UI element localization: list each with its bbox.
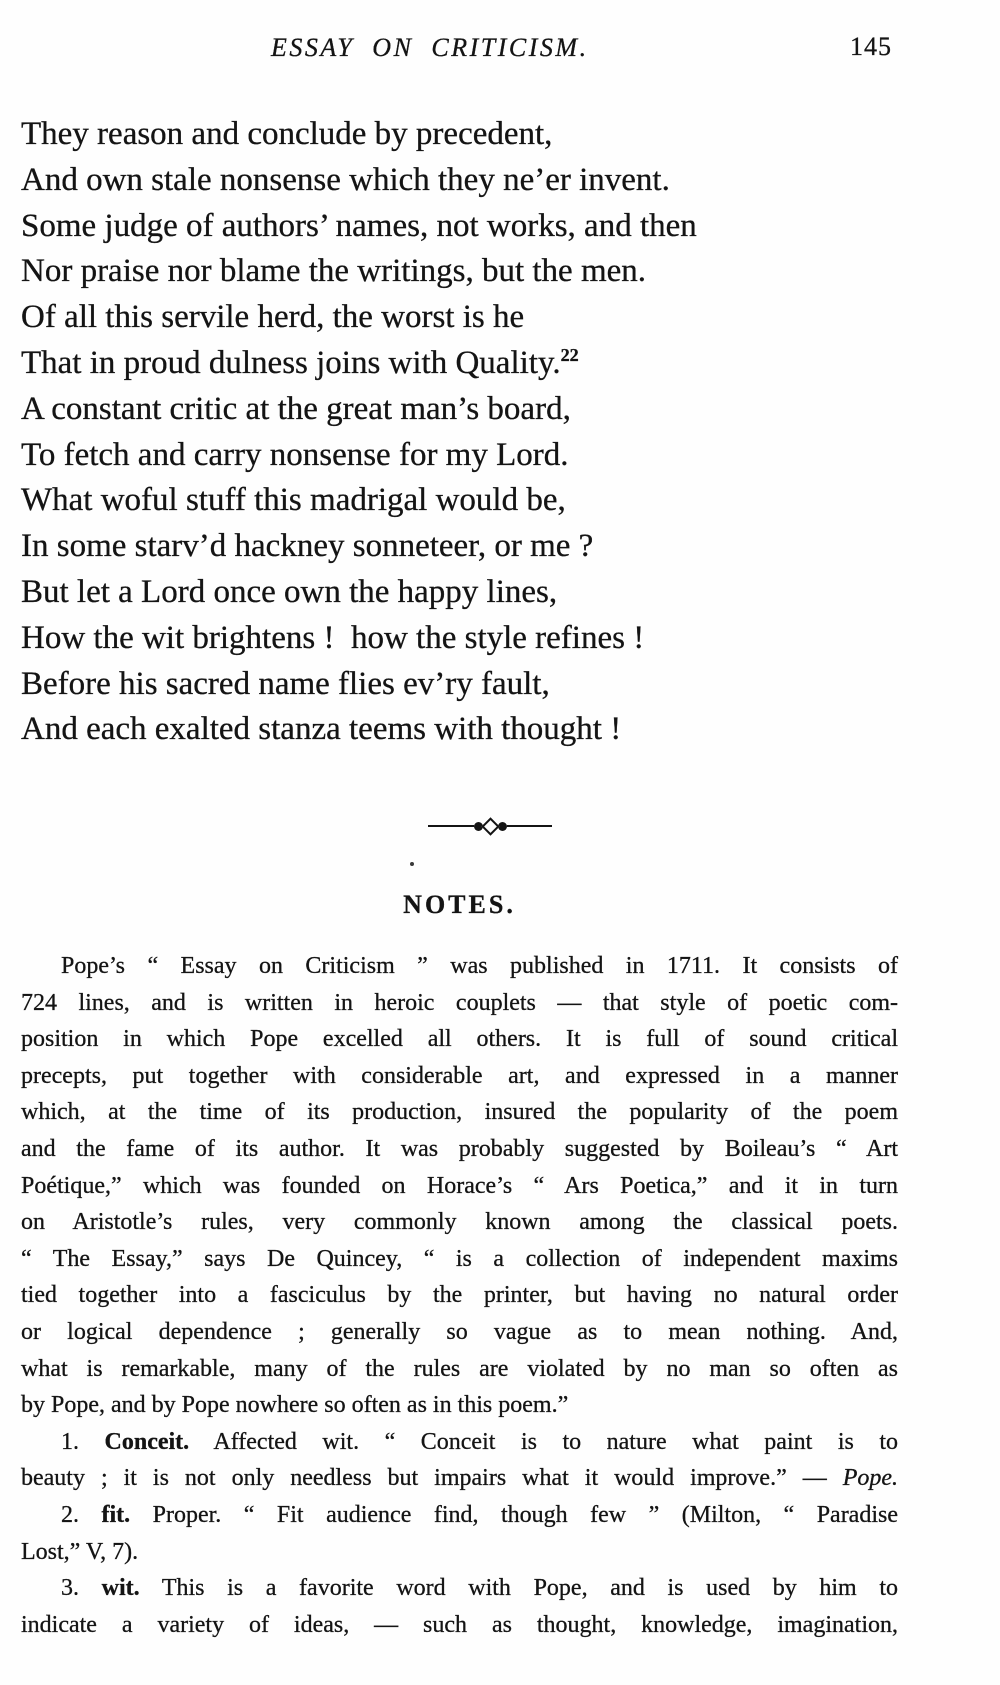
divider-rule-left-icon bbox=[428, 825, 474, 827]
note-text: “ The Essay,” says De Quincey, “ is a collection of independent maxims bbox=[21, 1245, 898, 1272]
note-line bbox=[21, 1607, 898, 1644]
poem-text: Some judge of authors’ names, not works, and then bbox=[21, 207, 697, 244]
note-line bbox=[21, 1387, 898, 1424]
poem bbox=[21, 112, 697, 753]
poem-line bbox=[21, 295, 697, 341]
note-line bbox=[21, 1204, 898, 1241]
poem-line bbox=[21, 478, 697, 524]
note-line bbox=[21, 1094, 898, 1131]
note-text: 724 lines, and is written in heroic couplets — that style of poetic com- bbox=[21, 989, 898, 1016]
note-line bbox=[21, 1460, 898, 1497]
note-line bbox=[21, 1424, 898, 1461]
note-text: by Pope, and by Pope nowhere so often as in this poem.” bbox=[21, 1392, 569, 1419]
poem-line bbox=[21, 112, 697, 158]
divider-rule-right-icon bbox=[507, 825, 553, 827]
poem-line bbox=[21, 707, 697, 753]
poem-text: But let a Lord once own the happy lines, bbox=[21, 573, 558, 610]
note-text: Affected wit. “ Conceit is to nature what paint is to bbox=[189, 1428, 899, 1455]
poem-text: How the wit brightens ! how the style refines ! bbox=[21, 619, 645, 656]
note-line bbox=[21, 1351, 898, 1388]
note-text: 3. bbox=[61, 1575, 102, 1602]
poem-text: They reason and conclude by precedent, bbox=[21, 116, 553, 152]
note-line bbox=[21, 1314, 898, 1351]
poem-text: To fetch and carry nonsense for my Lord. bbox=[21, 436, 569, 473]
note-text: beauty ; it is not only needless but impairs what it would improve.” — bbox=[21, 1465, 843, 1492]
note-text: precepts, put together with considerable art, and expressed in a manner bbox=[21, 1062, 898, 1089]
note-line bbox=[21, 1058, 898, 1095]
note-3-wit bbox=[21, 1570, 898, 1643]
note-text: Poétique,” which was founded on Horace’s “ Ars Poetica,” and it in turn bbox=[21, 1172, 898, 1199]
note-text: indicate a variety of ideas, — such as thought, knowledge, imagination, bbox=[21, 1611, 898, 1638]
note-text: Conceit. bbox=[104, 1428, 190, 1455]
poem-line bbox=[21, 387, 697, 433]
poem-line bbox=[21, 249, 697, 295]
poem-text: A constant critic at the great man’s board, bbox=[21, 390, 571, 427]
note-1-conceit bbox=[21, 1424, 898, 1497]
note-line bbox=[21, 1277, 898, 1314]
scan-speck-icon bbox=[410, 862, 414, 866]
note-2-fit bbox=[21, 1497, 898, 1570]
section-divider bbox=[428, 818, 552, 834]
poem-line bbox=[21, 570, 697, 616]
poem-text: Of all this servile herd, the worst is he bbox=[21, 299, 525, 336]
poem-line bbox=[21, 616, 697, 662]
notes-body bbox=[21, 948, 898, 1643]
note-line bbox=[21, 948, 898, 985]
page-number: 145 bbox=[850, 32, 892, 61]
running-title: ESSAY ON CRITICISM. bbox=[271, 33, 589, 62]
note-text: This is a favorite word with Pope, and is used by him to bbox=[139, 1575, 899, 1602]
poem-line bbox=[21, 204, 697, 250]
note-text: Lost,” V, 7). bbox=[21, 1538, 139, 1565]
note-text: wit. bbox=[101, 1575, 140, 1602]
note-line bbox=[21, 985, 898, 1022]
poem-line bbox=[21, 341, 697, 387]
divider-diamond-icon bbox=[481, 817, 499, 835]
note-line bbox=[21, 1534, 898, 1571]
poem-line bbox=[21, 158, 697, 204]
note-text: position in which Pope excelled all others. It is full of sound critical bbox=[21, 1026, 898, 1053]
note-text: Pope. bbox=[842, 1465, 898, 1492]
note-text: 2. bbox=[61, 1501, 102, 1528]
poem-text: Before his sacred name flies ev’ry fault, bbox=[21, 665, 550, 702]
intro-paragraph bbox=[21, 948, 898, 1424]
note-line bbox=[21, 1021, 898, 1058]
note-text: and the fame of its author. It was probably suggested by Boileau’s “ Art bbox=[21, 1135, 898, 1162]
footnote-ref: 22 bbox=[560, 344, 579, 365]
poem-line bbox=[21, 524, 697, 570]
note-line bbox=[21, 1497, 898, 1534]
note-text: Proper. “ Fit audience find, though few ” (Milton, “ Paradise bbox=[130, 1501, 898, 1528]
note-line bbox=[21, 1131, 898, 1168]
note-line bbox=[21, 1570, 898, 1607]
note-text: which, at the time of its production, insured the popularity of the poem bbox=[21, 1099, 898, 1126]
poem-text: That in proud dulness joins with Quality. bbox=[21, 344, 561, 381]
note-line bbox=[21, 1168, 898, 1205]
poem-text: And own stale nonsense which they ne’er invent. bbox=[21, 161, 670, 198]
note-text: fit. bbox=[101, 1501, 131, 1528]
note-text: 1. bbox=[61, 1428, 105, 1455]
note-text: tied together into a fasciculus by the printer, but having no natural order bbox=[21, 1282, 898, 1309]
poem-text: What woful stuff this madrigal would be, bbox=[21, 482, 566, 519]
note-text: on Aristotle’s rules, very commonly known among the classical poets. bbox=[21, 1209, 898, 1236]
note-text: what is remarkable, many of the rules are violated by no man so often as bbox=[21, 1355, 898, 1382]
poem-text: And each exalted stanza teems with thought ! bbox=[21, 711, 622, 748]
notes-heading: NOTES. bbox=[403, 890, 516, 919]
note-text: Pope’s “ Essay on Criticism ” was published in 1711. It consists of bbox=[61, 953, 898, 979]
poem-line bbox=[21, 433, 697, 479]
poem-line bbox=[21, 662, 697, 708]
poem-text: In some starv’d hackney sonneteer, or me ? bbox=[21, 528, 594, 565]
note-line bbox=[21, 1241, 898, 1278]
poem-text: Nor praise nor blame the writings, but the men. bbox=[21, 253, 647, 290]
note-text: or logical dependence ; generally so vague as to mean nothing. And, bbox=[21, 1318, 898, 1345]
